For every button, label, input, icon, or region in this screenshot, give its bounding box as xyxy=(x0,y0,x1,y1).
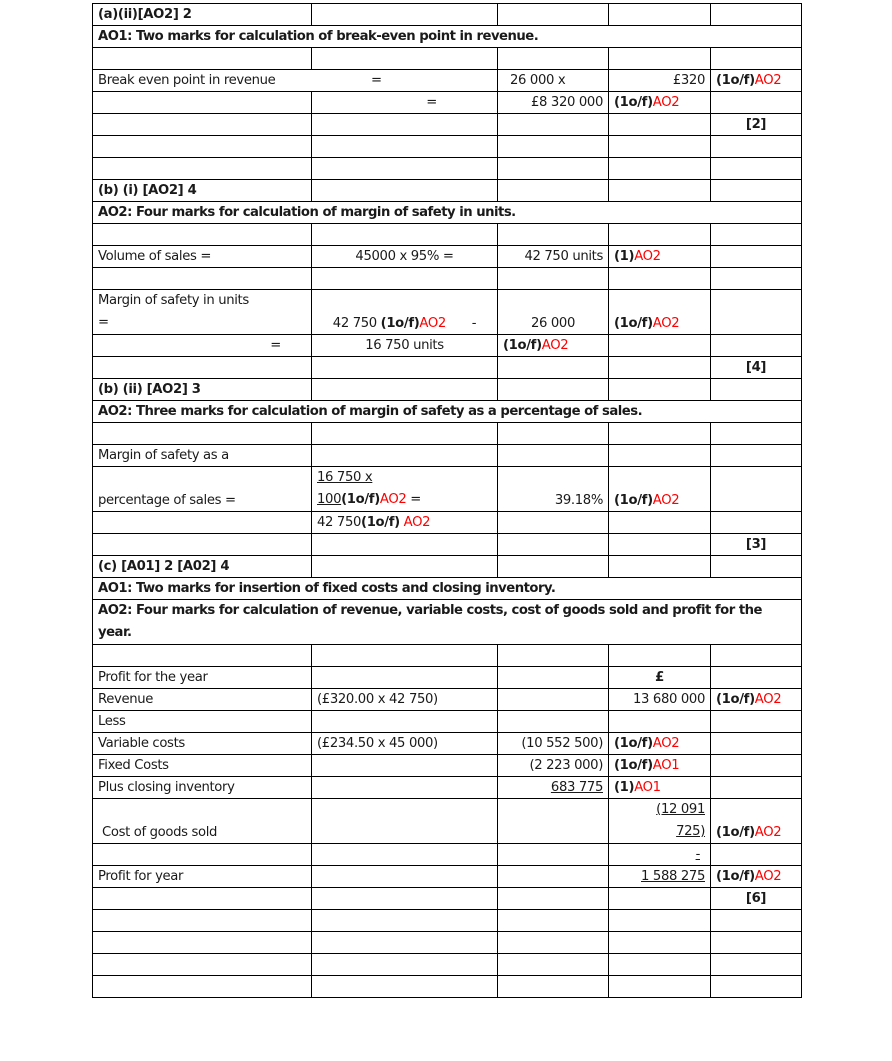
dash-mark: - xyxy=(609,844,711,866)
variable-costs-row xyxy=(93,733,802,755)
bep-mark: (1o/f)AO2 xyxy=(711,70,802,92)
variable-costs-mark: (1o/f)AO2 xyxy=(609,733,711,755)
fixed-costs-mark: (1o/f)AO1 xyxy=(609,755,711,777)
fixed-costs-label: Fixed Costs xyxy=(93,755,312,777)
mos-row xyxy=(93,290,802,335)
mos-pct-formula: 16 750 x 100(1o/f)AO2 = xyxy=(312,467,498,512)
variable-costs-value: (10 552 500) xyxy=(498,733,609,755)
section-header-row xyxy=(93,4,802,26)
criterion-b-i: AO2: Four marks for calculation of margin of safety in units. xyxy=(93,202,802,224)
total-row xyxy=(93,357,802,379)
blank-row xyxy=(93,158,802,180)
total-row xyxy=(93,888,802,910)
mos-actual: 42 750 (1o/f)AO2 - xyxy=(312,290,498,335)
profit-label: Profit for year xyxy=(93,866,312,888)
bep-units: 26 000 x xyxy=(498,70,609,92)
bep-price: £320 xyxy=(609,70,711,92)
total-b-i: [4] xyxy=(711,357,802,379)
bep-equals: = xyxy=(371,73,382,88)
section-header-row xyxy=(93,556,802,578)
profit-value: 1 588 275 xyxy=(609,866,711,888)
mos-pct-label-row xyxy=(93,445,802,467)
volume-row xyxy=(93,246,802,268)
mos-pct-label2: percentage of sales = xyxy=(93,467,312,512)
blank-row xyxy=(93,932,802,954)
mos-bep: 26 000 xyxy=(498,290,609,335)
bep-result-mark: (1o/f)AO2 xyxy=(609,92,711,114)
bep-result-equals: = xyxy=(312,92,498,114)
total-row xyxy=(93,534,802,556)
volume-label: Volume of sales = xyxy=(93,246,312,268)
blank-row xyxy=(93,645,802,667)
criterion-row xyxy=(93,26,802,48)
mos-result-mark: (1o/f)AO2 xyxy=(498,335,609,357)
blank-row xyxy=(93,423,802,445)
section-c-header: (c) [A01] 2 [A02] 4 xyxy=(93,556,312,578)
bep-label-cell xyxy=(93,70,498,92)
bep-result-value: £8 320 000 xyxy=(498,92,609,114)
currency-symbol: £ xyxy=(609,667,711,689)
criterion-row xyxy=(93,202,802,224)
cogs-label: Cost of goods sold xyxy=(93,799,312,844)
criterion-row xyxy=(93,401,802,423)
blank-row xyxy=(93,224,802,246)
profit-mark: (1o/f)AO2 xyxy=(711,866,802,888)
revenue-calc: (£320.00 x 42 750) xyxy=(312,689,498,711)
revenue-value: 13 680 000 xyxy=(609,689,711,711)
closing-inventory-value: 683 775 xyxy=(498,777,609,799)
total-c: [6] xyxy=(711,888,802,910)
mos-pct-label1: Margin of safety as a xyxy=(93,445,312,467)
mos-pct-denominator: 42 750(1o/f) AO2 xyxy=(312,512,498,534)
closing-inventory-label: Plus closing inventory xyxy=(93,777,312,799)
closing-inventory-mark: (1)AO1 xyxy=(609,777,711,799)
total-row xyxy=(93,114,802,136)
bep-row xyxy=(93,70,802,92)
mos-mark: (1o/f)AO2 xyxy=(609,290,711,335)
fixed-costs-row xyxy=(93,755,802,777)
criterion-row xyxy=(93,600,802,645)
section-b-i-header: (b) (i) [AO2] 4 xyxy=(93,180,312,202)
mos-result-equals: = xyxy=(93,335,312,357)
mos-pct-row xyxy=(93,467,802,512)
revenue-label: Revenue xyxy=(93,689,312,711)
blank-row xyxy=(93,976,802,998)
criterion-row xyxy=(93,578,802,600)
variable-costs-calc: (£234.50 x 45 000) xyxy=(312,733,498,755)
revenue-row xyxy=(93,689,802,711)
section-header-row xyxy=(93,379,802,401)
mos-pct-value: 39.18% xyxy=(498,467,609,512)
mark-scheme-table xyxy=(92,3,802,998)
total-a-ii: [2] xyxy=(711,114,802,136)
less-row xyxy=(93,711,802,733)
bep-label: Break even point in revenue xyxy=(98,73,276,88)
section-b-ii-header: (b) (ii) [AO2] 3 xyxy=(93,379,312,401)
mos-label: Margin of safety in units = xyxy=(93,290,312,335)
total-b-ii: [3] xyxy=(711,534,802,556)
blank-row xyxy=(93,136,802,158)
closing-inventory-row xyxy=(93,777,802,799)
cogs-row xyxy=(93,799,802,844)
bep-result-row xyxy=(93,92,802,114)
less-label: Less xyxy=(93,711,312,733)
blank-row xyxy=(93,954,802,976)
volume-calc: 45000 x 95% = xyxy=(312,246,498,268)
blank-row xyxy=(93,910,802,932)
mos-pct-denom-row xyxy=(93,512,802,534)
section-a-ii-header: (a)(ii)[AO2] 2 xyxy=(93,4,312,26)
variable-costs-label: Variable costs xyxy=(93,733,312,755)
blank-row xyxy=(93,268,802,290)
blank-row xyxy=(93,48,802,70)
cogs-mark: (1o/f)AO2 xyxy=(711,799,802,844)
fixed-costs-value: (2 223 000) xyxy=(498,755,609,777)
statement-title-row xyxy=(93,667,802,689)
mos-pct-mark: (1o/f)AO2 xyxy=(609,467,711,512)
criterion-a-ii: AO1: Two marks for calculation of break-even point in revenue. xyxy=(93,26,802,48)
mos-result-row xyxy=(93,335,802,357)
criterion-c-ao1: AO1: Two marks for insertion of fixed costs and closing inventory. xyxy=(93,578,802,600)
criterion-c-ao2: AO2: Four marks for calculation of revenue, variable costs, cost of goods sold and profit for the year. xyxy=(93,600,802,645)
section-header-row xyxy=(93,180,802,202)
volume-value: 42 750 units xyxy=(498,246,609,268)
dash-row xyxy=(93,844,802,866)
profit-row xyxy=(93,866,802,888)
cogs-value: (12 091 725) xyxy=(609,799,711,844)
criterion-b-ii: AO2: Three marks for calculation of margin of safety as a percentage of sales. xyxy=(93,401,802,423)
volume-mark: (1)AO2 xyxy=(609,246,711,268)
mos-result-value: 16 750 units xyxy=(312,335,498,357)
revenue-mark: (1o/f)AO2 xyxy=(711,689,802,711)
statement-title: Profit for the year xyxy=(93,667,312,689)
